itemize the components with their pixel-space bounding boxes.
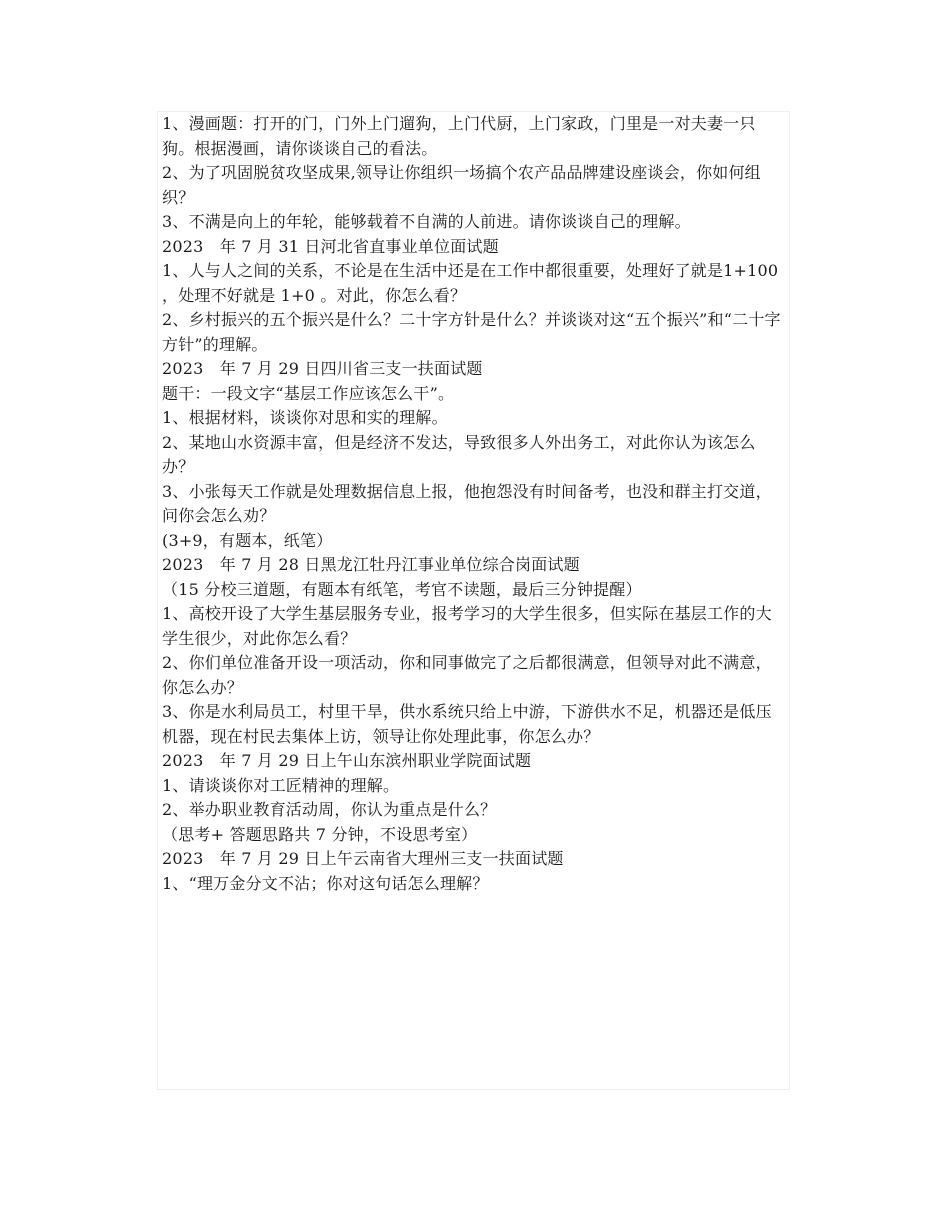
section-heading: 2023 年 7 月 31 日河北省直事业单位面试题	[162, 236, 499, 256]
text-line: 2、乡村振兴的五个振兴是什么？二十字方针是什么？并谈谈对这“五个振兴”和“二十字方针”的理解。	[162, 310, 781, 354]
text-line: 1、请谈谈你对工匠精神的理解。	[162, 775, 400, 795]
text-line: 1、漫画题：打开的门，门外上门遛狗，上门代厨，上门家政，门里是一对夫妻一只狗。根据漫画，请你谈谈自己的看法。	[162, 114, 756, 158]
section-heading: 2023 年 7 月 28 日黑龙江牡丹江事业单位综合岗面试题	[162, 555, 580, 574]
text-line: 3、你是水利局员工，村里干旱，供水系统只给上中游，下游供水不足，机器还是低压机器，现在村民去集体上访，领导让你处理此事，你怎么办？	[162, 702, 772, 746]
text-line: 2、举办职业教育活动周，你认为重点是什么？	[162, 800, 497, 819]
section-heading: 2023 年 7 月 29 日上午山东滨州职业学院面试题	[162, 751, 532, 770]
text-line: (3+9，有题本，纸笔）	[162, 530, 333, 550]
text-line: 1、人与人之间的关系，不论是在生活中还是在工作中都很重要，处理好了就是1+100 ，处理不好就是 1+0 。对此，你怎么看？	[162, 261, 779, 305]
text-line: 1、“理万金分文不沾；你对这句话怎么理解？	[162, 873, 489, 893]
text-line: 题干：一段文字“基层工作应该怎么干”。	[162, 383, 455, 403]
text-line: 2、为了巩固脱贫攻坚成果,领导让你组织一场搞个农产品品牌建设座谈会，你如何组织？	[162, 163, 761, 207]
text-line: （思考+ 答题思路共 7 分钟，不设思考室）	[162, 824, 478, 844]
text-line: 3、小张每天工作就是处理数据信息上报，他抱怨没有时间备考，也没和群主打交道，问你会怎么劝？	[162, 481, 772, 525]
text-line: 2、你们单位准备开设一项活动，你和同事做完了之后都很满意，但领导对此不满意，你怎么办？	[162, 653, 772, 697]
document-body	[162, 112, 786, 896]
text-line: 1、根据材料，谈谈你对思和实的理解。	[162, 408, 448, 427]
section-heading: 2023 年 7 月 29 日上午云南省大理州三支一扶面试题	[162, 849, 564, 868]
text-line: （15 分校三道题，有题本有纸笔，考官不读题，最后三分钟提醒）	[162, 579, 642, 599]
section-heading: 2023 年 7 月 29 日四川省三支一扶面试题	[162, 359, 483, 378]
text-line: 3、不满是向上的年轮，能够载着不自满的人前进。请你谈谈自己的理解。	[162, 212, 691, 231]
text-line: 1、高校开设了大学生基层服务专业，报考学习的大学生很多，但实际在基层工作的大学生很少，对此你怎么看？	[162, 604, 772, 648]
text-line: 2、某地山水资源丰富，但是经济不发达，导致很多人外出务工，对此你认为该怎么办？	[162, 432, 756, 476]
